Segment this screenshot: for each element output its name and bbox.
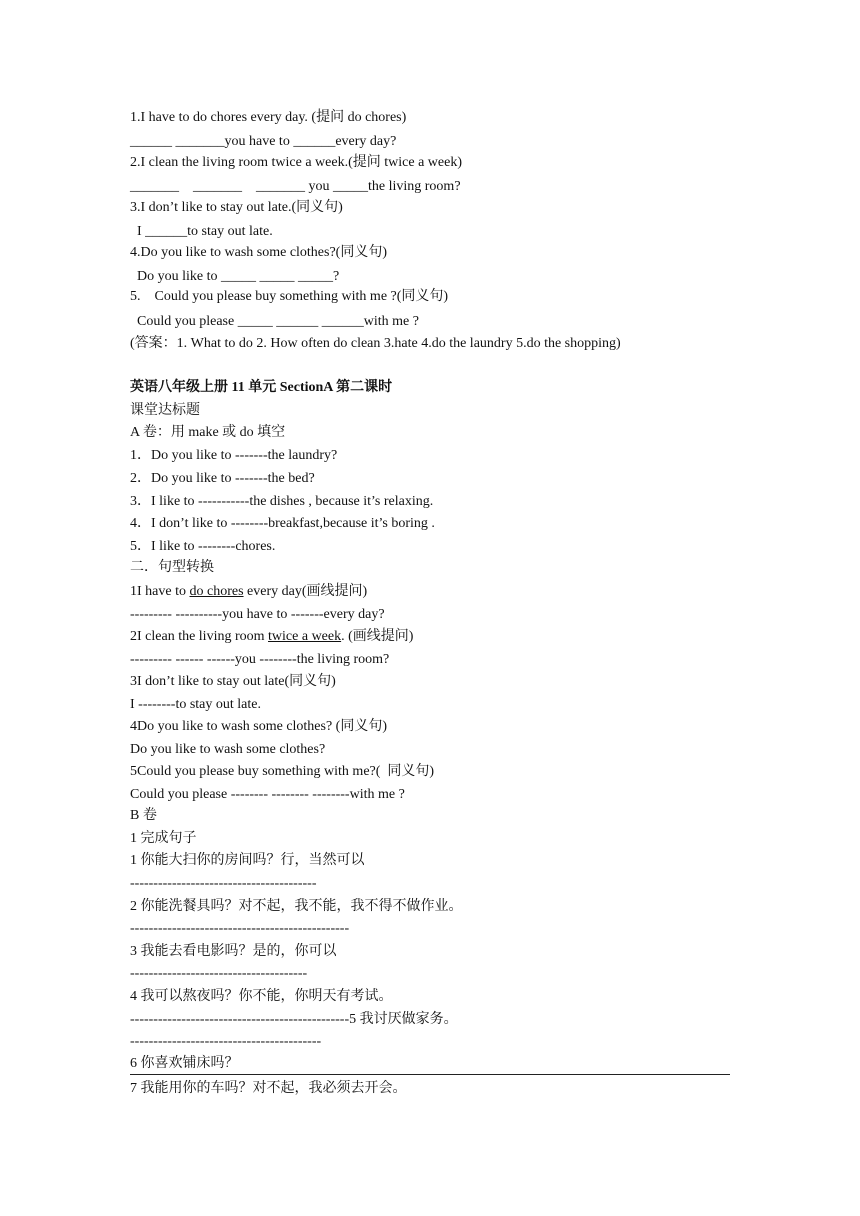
answer-line-1: ---------------------------------------- [130, 876, 317, 891]
q2-text-post: . (画线提问) [341, 629, 414, 644]
q2-text-pre: 2I clean the living room [130, 629, 269, 644]
part-a-heading: A 卷：用 make 或 do 填空 [130, 425, 286, 440]
fill-item-1: 1．Do you like to -------the laundry? [130, 448, 338, 463]
section-subtitle: 课堂达标题 [130, 403, 200, 418]
answer-blank-1: ______ _______you have to ______every day? [130, 134, 397, 149]
transform-question-4: 4Do you like to wash some clothes? (同义句) [130, 719, 388, 734]
question-2: 2.I clean the living room twice a week.(提问 twice a week) [130, 155, 462, 170]
sentence-1: 1 你能大扫你的房间吗？行，当然可以 [130, 853, 365, 868]
sentence-4: 4 我可以熬夜吗？你不能，你明天有考试。 [130, 989, 393, 1004]
question-4: 4.Do you like to wash some clothes?(同义句) [130, 245, 388, 260]
horizontal-rule [130, 1074, 730, 1075]
sentence-2: 2 你能洗餐具吗？对不起，我不能，我不得不做作业。 [130, 899, 463, 914]
transform-question-2 [130, 628, 413, 646]
answer-blank-5: Could you please _____ ______ ______with me ? [137, 314, 419, 329]
transform-blank-5: Could you please -------- -------- --------with me ? [130, 787, 405, 802]
q1-text-post: every day(画线提问) [243, 584, 368, 599]
q2-underlined: twice a week [268, 629, 342, 644]
transform-heading: 二．句型转换 [130, 560, 214, 575]
transform-question-3: 3I don’t like to stay out late(同义句) [130, 674, 336, 689]
question-1: 1.I have to do chores every day. (提问 do chores) [130, 110, 407, 125]
sentence-6: 6 你喜欢铺床吗？ [130, 1056, 239, 1071]
answer-blank-3: I ______to stay out late. [137, 224, 273, 239]
answer-blank-2: _______ _______ _______ you _____the living room? [130, 179, 461, 194]
q1-underlined: do chores [189, 584, 244, 599]
answer-key: (答案：1. What to do 2. How often do clean 3.hate 4.do the laundry 5.do the shopping) [130, 336, 621, 351]
sentence-3: 3 我能去看电影吗？是的，你可以 [130, 944, 337, 959]
transform-blank-3: I --------to stay out late. [130, 697, 261, 712]
part-b-heading: B 卷 [130, 808, 157, 823]
q1-text-pre: 1I have to [130, 584, 190, 599]
transform-blank-2: --------- ------ ------you --------the living room? [130, 652, 390, 667]
sentence-7: 7 我能用你的车吗？对不起，我必须去开会。 [130, 1081, 407, 1096]
answer-line-5: ----------------------------------------- [130, 1034, 322, 1049]
part-b-subheading: 1 完成句子 [130, 831, 197, 846]
fill-item-2: 2．Do you like to -------the bed? [130, 471, 315, 486]
answer-line-3: -------------------------------------- [130, 966, 308, 981]
answer-line-4-and-sentence-5: -----------------------------------------------5 我讨厌做家务。 [130, 1012, 458, 1027]
transform-blank-1: --------- ----------you have to -------every day? [130, 607, 385, 622]
transform-question-5: 5Could you please buy something with me?( 同义句) [130, 764, 435, 779]
transform-question-1 [130, 583, 367, 601]
fill-item-3: 3．I like to -----------the dishes , because it’s relaxing. [130, 494, 434, 509]
section-title: 英语八年级上册 11 单元 SectionA 第二课时 [130, 380, 393, 395]
fill-item-5: 5．I like to --------chores. [130, 539, 276, 554]
transform-blank-4: Do you like to wash some clothes? [130, 742, 326, 757]
answer-line-2: ----------------------------------------------- [130, 921, 350, 936]
fill-item-4: 4．I don’t like to --------breakfast,because it’s boring . [130, 516, 435, 531]
question-5: 5. Could you please buy something with me ?(同义句) [130, 289, 449, 304]
question-3: 3.I don’t like to stay out late.(同义句) [130, 200, 343, 215]
answer-blank-4: Do you like to _____ _____ _____? [137, 269, 340, 284]
